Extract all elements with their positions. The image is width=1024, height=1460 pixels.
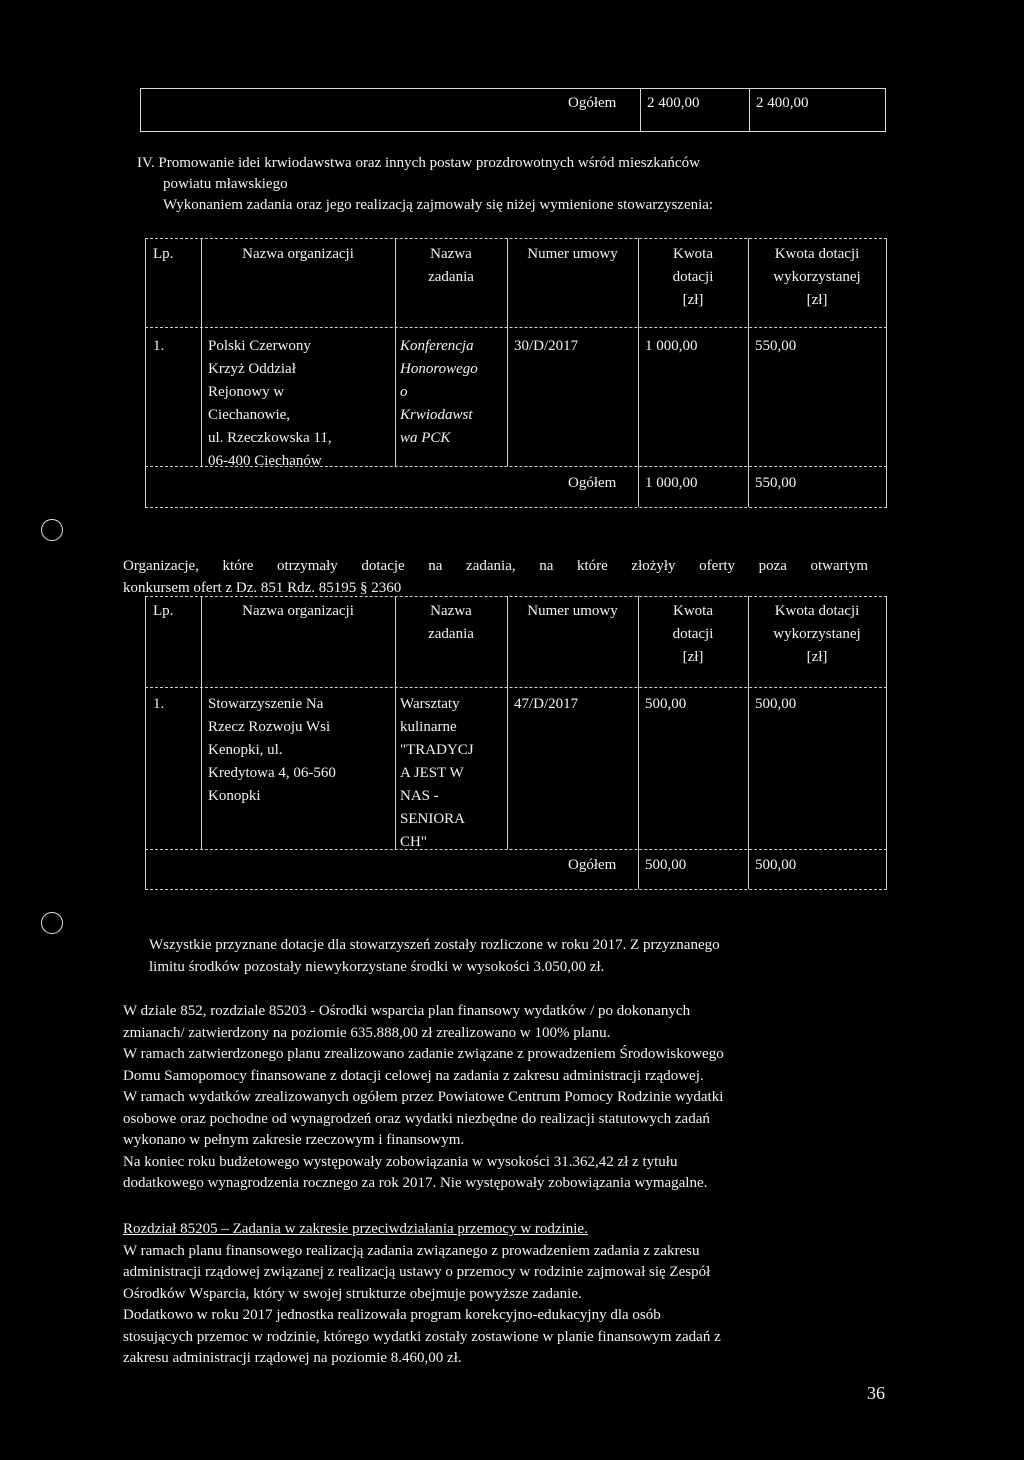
t1-total-label: Ogółem <box>568 475 617 491</box>
t2-total-label: Ogółem <box>568 857 617 873</box>
t1-header-amount: Kwota dotacji [zł] <box>672 246 714 308</box>
t2-row-task: Warsztaty kulinarne "TRADYCJ A JEST W NAS - SENIORA CH" <box>400 696 474 850</box>
t2-row-lp: 1. <box>153 696 165 712</box>
t1-total-amount: 1 000,00 <box>645 475 698 491</box>
t2-row-org: Stowarzyszenie Na Rzecz Rozwoju Wsi Kenopki, ul. Kredytowa 4, 06-560 Konopki <box>208 696 336 804</box>
t2-row-used: 500,00 <box>755 696 797 712</box>
page-number: 36 <box>867 1383 885 1403</box>
all-grants-line-1: Wszystkie przyznane dotacje dla stowarzyszeń zostały rozliczone w roku 2017. Z przyznanego <box>149 937 720 953</box>
t1-header-org: Nazwa organizacji <box>242 246 354 262</box>
t2-header-lp: Lp. <box>153 603 174 619</box>
t1-total-used: 550,00 <box>755 475 797 491</box>
section-85205-text: Rozdział 85205 – Zadania w zakresie przeciwdziałania przemocy w rodzinie. W ramach planu finansowego realizacją zadania związanego z prowadzeniem zadania z zakresu administracji rządowej związanej z realizacją ustawy o przemocy w rodzinie zajmował się Zespół Ośrodków Wsparcia, który w swojej strukturze obejmuje powyższe zadanie. Dodatkowo w roku 2017 jednostka realizowała program korekcyjno-edukacyjny dla osób stosujących przemoc w rodzinie, którego wydatki zostały zostawione w planie finansowym zadań z zakresu administracji rządowej na poziomie 8.460,00 zł. <box>123 1219 868 1370</box>
t2-total-used: 500,00 <box>755 857 797 873</box>
t2-header-agreement: Numer umowy <box>527 603 618 619</box>
t2-row-amount: 500,00 <box>645 696 687 712</box>
orgs-note: Organizacje, które otrzymały dotacje na zadania, na które złożyły oferty poza otwartym konkursem ofert z Dz. 851 Rdz. 85195 § 2360 <box>123 558 868 596</box>
t1-header-task: Nazwa zadania <box>428 246 474 285</box>
t1-row-amount: 1 000,00 <box>645 338 698 354</box>
t1-header-agreement: Numer umowy <box>527 246 618 262</box>
section-iv-line-1: IV. Promowanie idei krwiodawstwa oraz innych postaw prozdrowotnych wśród mieszkańców <box>137 155 700 171</box>
t1-header-lp: Lp. <box>153 246 174 262</box>
t2-row-agreement: 47/D/2017 <box>514 696 579 712</box>
section-85205-heading: Rozdział 85205 – Zadania w zakresie przeciwdziałania przemocy w rodzinie. <box>123 1221 588 1237</box>
t2-total-amount: 500,00 <box>645 857 687 873</box>
t1-row-agreement: 30/D/2017 <box>514 338 579 354</box>
summary-top-label: Ogółem <box>568 95 617 111</box>
punch-hole-icon <box>41 912 63 934</box>
summary-top-used: 2 400,00 <box>756 95 809 111</box>
t2-header-amount: Kwota dotacji [zł] <box>672 603 714 665</box>
section-iv-line-2: powiatu mławskiego <box>163 176 288 192</box>
section-iv-line-3: Wykonaniem zadania oraz jego realizacją zajmowały się niżej wymienione stowarzyszenia: <box>163 197 714 213</box>
t1-row-used: 550,00 <box>755 338 797 354</box>
t2-header-used: Kwota dotacji wykorzystanej [zł] <box>773 603 861 665</box>
t2-header-task: Nazwa zadania <box>428 603 474 642</box>
t1-header-used: Kwota dotacji wykorzystanej [zł] <box>773 246 861 308</box>
punch-hole-icon <box>41 519 63 541</box>
t1-row-org: Polski Czerwony Krzyż Oddział Rejonowy w Ciechanowie, ul. Rzeczkowska 11, 06-400 Ciechanów <box>208 338 332 469</box>
all-grants-line-2: limitu środków pozostały niewykorzystane środki w wysokości 3.050,00 zł. <box>149 959 605 975</box>
t1-row-lp: 1. <box>153 338 165 354</box>
summary-top-amount: 2 400,00 <box>647 95 700 111</box>
t1-row-task: Konferencja Honorowego o Krwiodawst wa PCK <box>400 338 478 446</box>
t2-header-org: Nazwa organizacji <box>242 603 354 619</box>
section-852-text: W dziale 852, rozdziale 85203 - Ośrodki wsparcia plan finansowy wydatków / po dokonanych zmianach/ zatwierdzony na poziomie 635.888,00 zł zrealizowano w 100% planu. W ramach zatwierdzonego planu zrealizowano zadanie związane z prowadzeniem Środowiskowego Domu Samopomocy finansowane z dotacji celowej na zadania z zakresu administracji rządowej. W ramach wydatków zrealizowanych ogółem przez Powiatowe Centrum Pomocy Rodzinie wydatki osobowe oraz pochodne od wynagrodzeń oraz wydatki niezbędne do realizacji statutowych zadań wykonano w pełnym zakresie rzeczowym i finansowym. Na koniec roku budżetowego występowały zobowiązania w wysokości 31.362,42 zł z tytułu dodatkowego wynagrodzenia rocznego za rok 2017. Nie występowały zobowiązania wymagalne. <box>123 1003 724 1191</box>
